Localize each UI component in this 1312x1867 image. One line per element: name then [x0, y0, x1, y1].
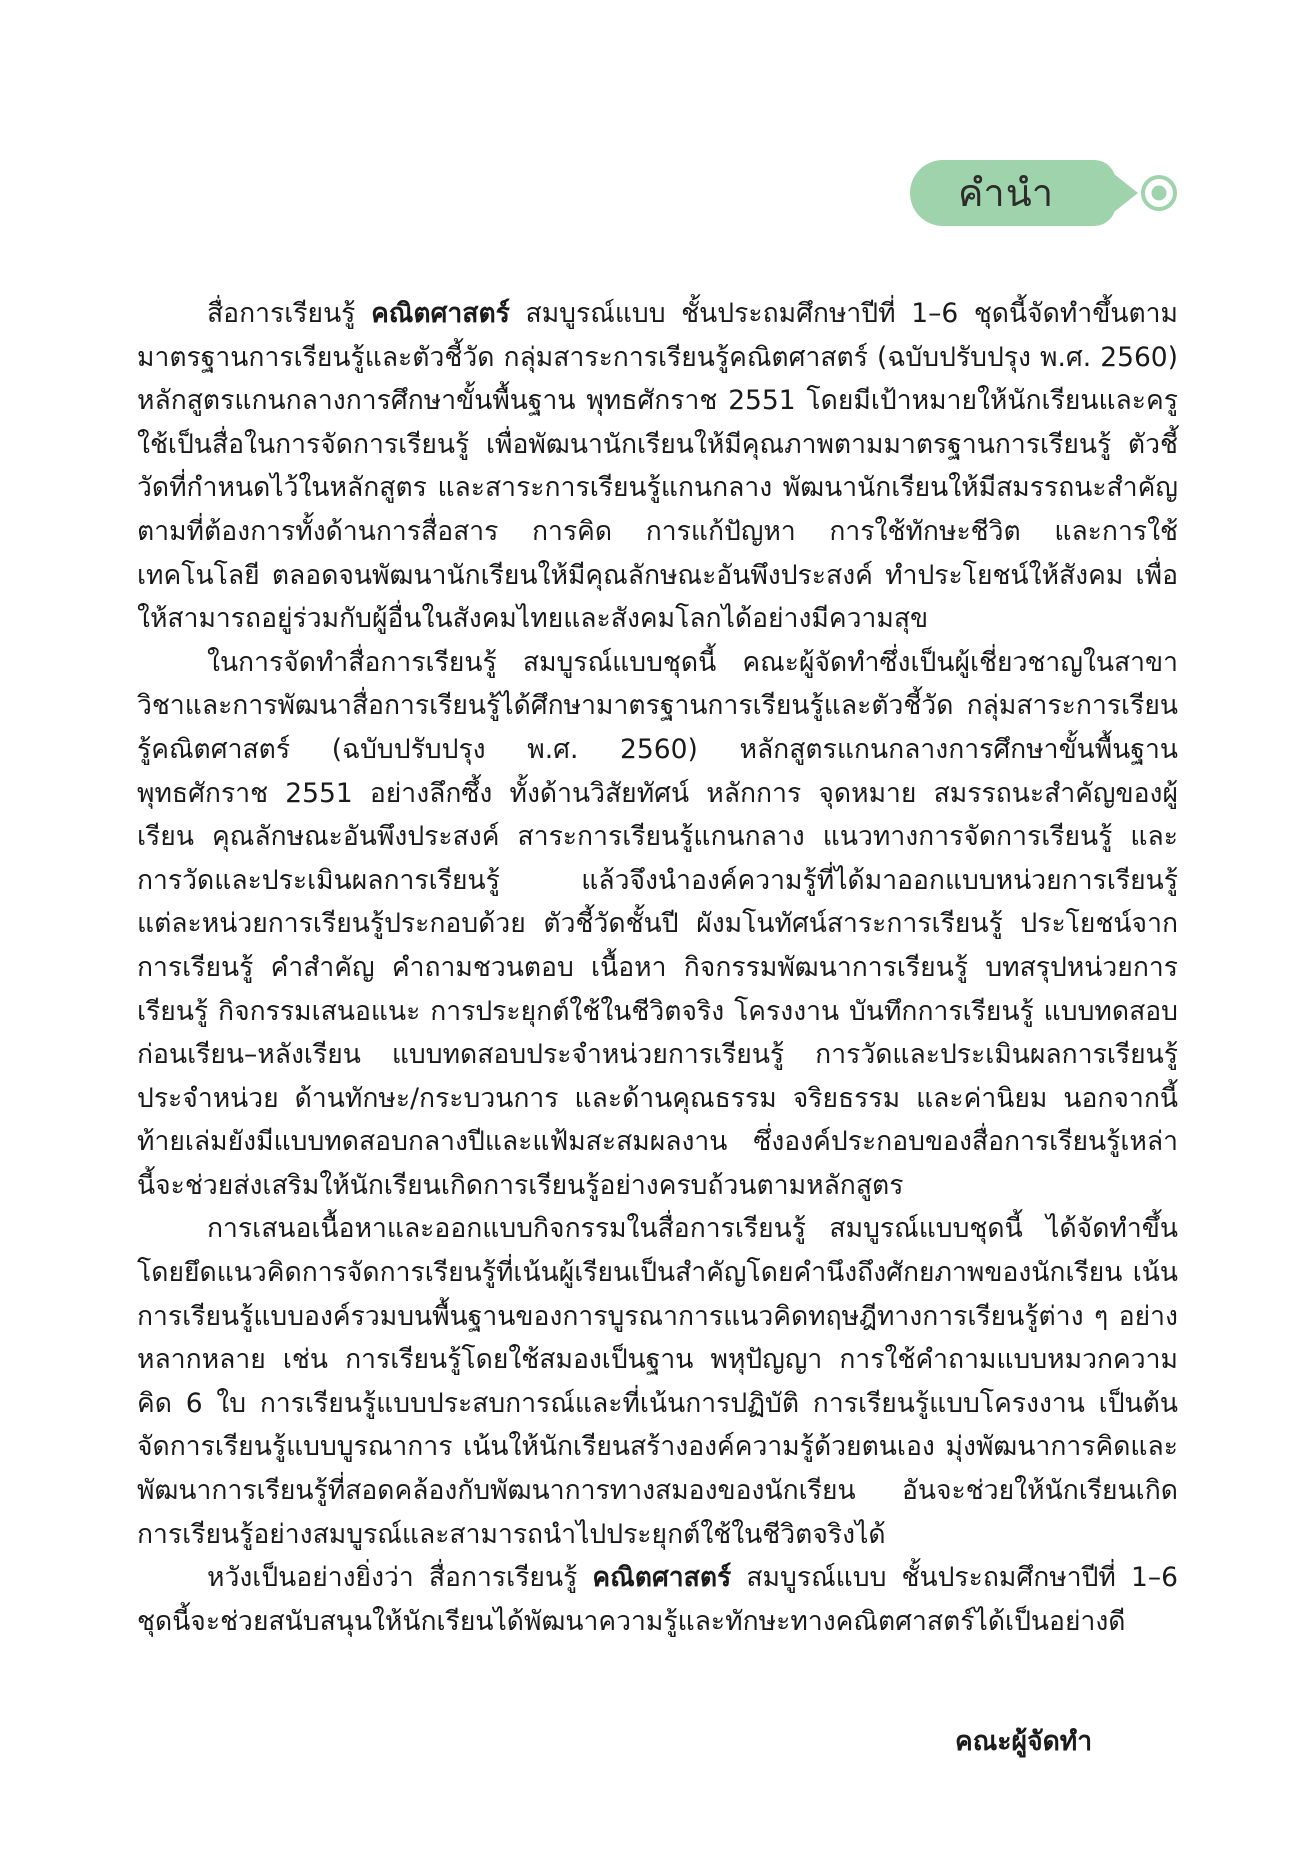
paragraph-3: การเสนอเนื้อหาและออกแบบกิจกรรมในสื่อการเรียนรู้ สมบูรณ์แบบชุดนี้ ได้จัดทำขึ้นโดยยึดแนวคิดการจัดการเรียนรู้ที่เน้นผู้เรียนเป็นสำคัญโดยคำนึงถึงศักยภาพของนักเรียน เน้นการเรียนรู้แบบองค์รวมบนพื้นฐานของการบูรณาการแนวคิดทฤษฎีทางการเรียนรู้ต่าง ๆ อย่างหลากหลาย เช่น การเรียนรู้โดยใช้สมองเป็นฐาน พหุปัญญา การใช้คำถามแบบหมวกความคิด 6 ใบ การเรียนรู้แบบประสบการณ์และที่เน้นการปฏิบัติ การเรียนรู้แบบโครงงาน เป็นต้น จัดการเรียนรู้แบบบูรณาการ เน้นให้นักเรียนสร้างองค์ความรู้ด้วยตนเอง มุ่งพัฒนาการคิดและพัฒนาการเรียนรู้ที่สอดคล้องกับพัฒนาการทางสมองของนักเรียน อันจะช่วยให้นักเรียนเกิดการเรียนรู้อย่างสมบูรณ์และสามารถนำไปประยุกต์ใช้ในชีวิตจริงได้	[137, 1213, 1178, 1550]
paragraph-4	[137, 1556, 1178, 1643]
heading-tab	[910, 160, 1116, 226]
paragraph-1	[137, 292, 1178, 641]
author-signature: คณะผู้จัดทำ	[955, 1726, 1093, 1757]
paragraph-4-prefix: หวังเป็นอย่างยิ่งว่า สื่อการเรียนรู้	[207, 1562, 593, 1594]
subject-name: คณิตศาสตร์	[371, 298, 510, 329]
page-title: คำนำ	[957, 171, 1055, 215]
subject-name: คณิตศาสตร์	[592, 1562, 732, 1594]
target-circle-icon	[1140, 174, 1178, 212]
paragraph-4-suffix: สมบูรณ์แบบ ชั้นประถมศึกษาปีที่ 1–6 ชุดนี้จะช่วยสนับสนุนให้นักเรียนได้พัฒนาความรู้และทักษะทางคณิตศาสตร์ได้เป็นอย่างดี	[137, 1562, 1178, 1637]
paragraph-1-suffix: สมบูรณ์แบบ ชั้นประถมศึกษาปีที่ 1–6 ชุดนี้จัดทำขึ้นตามมาตรฐานการเรียนรู้และตัวชี้วัด กลุ่มสาระการเรียนรู้คณิตศาสตร์ (ฉบับปรับปรุง พ.ศ. 2560) หลักสูตรแกนกลางการศึกษาขั้นพื้นฐาน พุทธศักราช 2551 โดยมีเป้าหมายให้นักเรียนและครูใช้เป็นสื่อในการจัดการเรียนรู้ เพื่อพัฒนานักเรียนให้มีคุณภาพตามมาตรฐานการเรียนรู้ ตัวชี้วัดที่กำหนดไว้ในหลักสูตร และสาระการเรียนรู้แกนกลาง พัฒนานักเรียนให้มีสมรรถนะสำคัญตามที่ต้องการทั้งด้านการสื่อสาร การคิด การแก้ปัญหา การใช้ทักษะชีวิต และการใช้เทคโนโลยี ตลอดจนพัฒนานักเรียนให้มีคุณลักษณะอันพึงประสงค์ ทำประโยชน์ให้สังคม เพื่อให้สามารถอยู่ร่วมกับผู้อื่นในสังคมไทยและสังคมโลกได้อย่างมีความสุข	[137, 298, 1179, 635]
paragraph-2: ในการจัดทำสื่อการเรียนรู้ สมบูรณ์แบบชุดนี้ คณะผู้จัดทำซึ่งเป็นผู้เชี่ยวชาญในสาขาวิชาและการพัฒนาสื่อการเรียนรู้ได้ศึกษามาตรฐานการเรียนรู้และตัวชี้วัด กลุ่มสาระการเรียนรู้คณิตศาสตร์ (ฉบับปรับปรุง พ.ศ. 2560) หลักสูตรแกนกลางการศึกษาขั้นพื้นฐาน พุทธศักราช 2551 อย่างลึกซึ้ง ทั้งด้านวิสัยทัศน์ หลักการ จุดหมาย สมรรถนะสำคัญของผู้เรียน คุณลักษณะอันพึงประสงค์ สาระการเรียนรู้แกนกลาง แนวทางการจัดการเรียนรู้ และการวัดและประเมินผลการเรียนรู้ แล้วจึงนำองค์ความรู้ที่ได้มาออกแบบหน่วยการเรียนรู้ แต่ละหน่วยการเรียนรู้ประกอบด้วย ตัวชี้วัดชั้นปี ผังมโนทัศน์สาระการเรียนรู้ ประโยชน์จากการเรียนรู้ คำสำคัญ คำถามชวนตอบ เนื้อหา กิจกรรมพัฒนาการเรียนรู้ บทสรุปหน่วยการเรียนรู้ กิจกรรมเสนอแนะ การประยุกต์ใช้ในชีวิตจริง โครงงาน บันทึกการเรียนรู้ แบบทดสอบก่อนเรียน–หลังเรียน แบบทดสอบประจำหน่วยการเรียนรู้ การวัดและประเมินผลการเรียนรู้ประจำหน่วย ด้านทักษะ/กระบวนการ และด้านคุณธรรม จริยธรรม และค่านิยม นอกจากนี้ท้ายเล่มยังมีแบบทดสอบกลางปีและแฟ้มสะสมผลงาน ซึ่งองค์ประกอบของสื่อการเรียนรู้เหล่านี้จะช่วยส่งเสริมให้นักเรียนเกิดการเรียนรู้อย่างครบถ้วนตามหลักสูตร	[137, 646, 1178, 1201]
paragraph-1-prefix: สื่อการเรียนรู้	[207, 298, 372, 329]
preface-body	[137, 292, 1178, 1643]
